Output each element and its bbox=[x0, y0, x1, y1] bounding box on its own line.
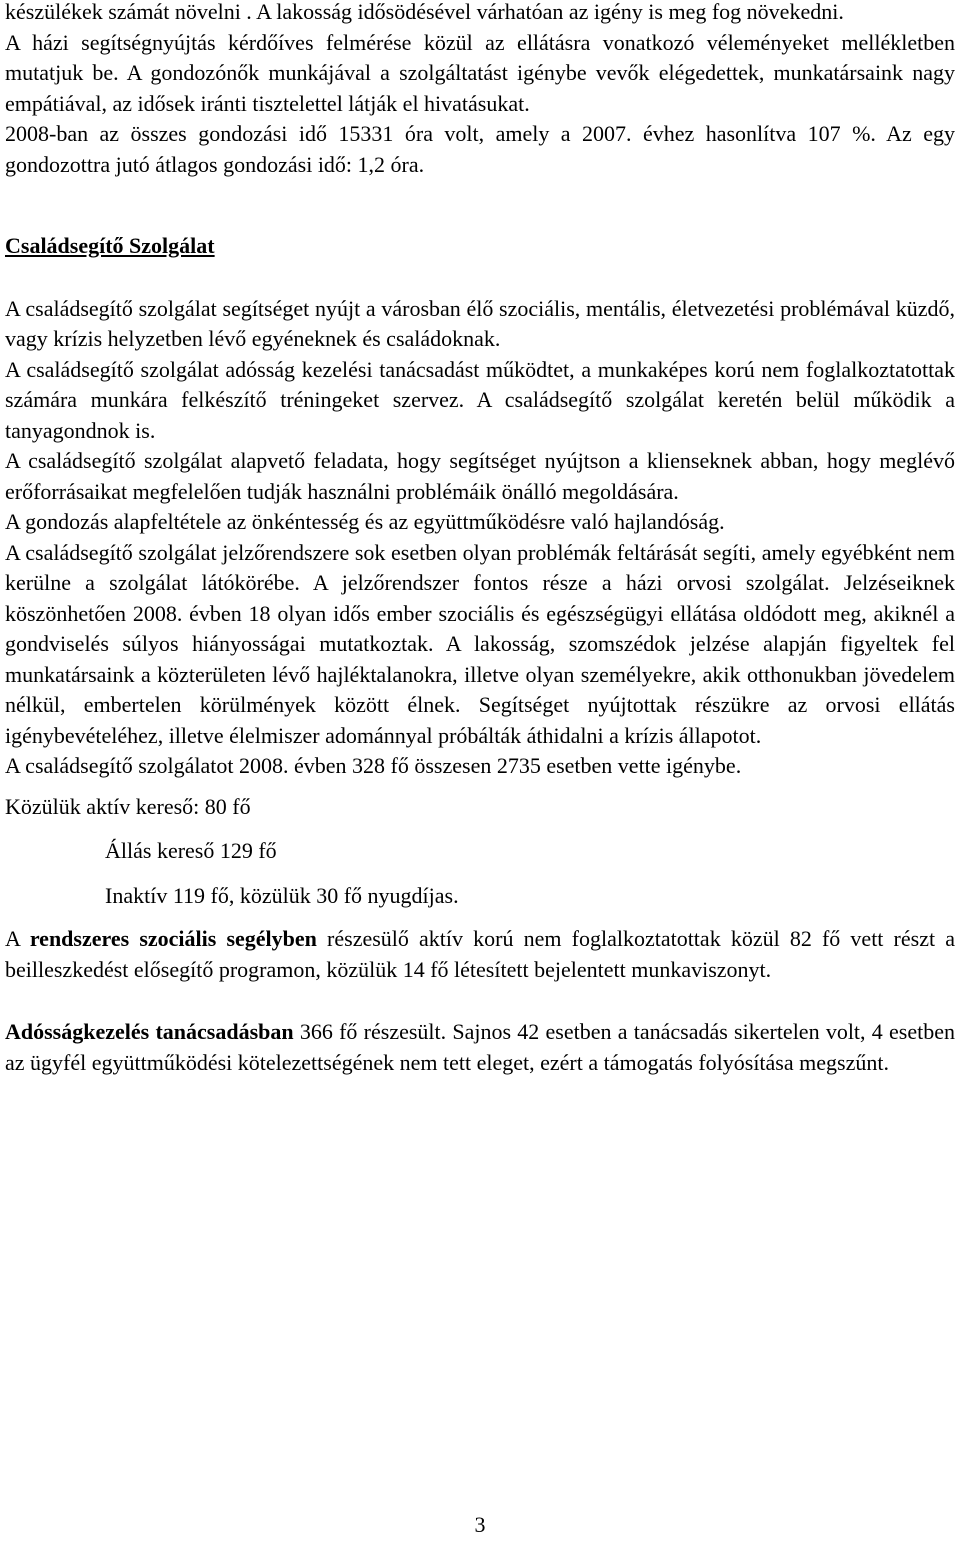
debt-paragraph bbox=[5, 1017, 955, 1078]
stat-active-seekers: Közülük aktív kereső: 80 fő bbox=[5, 793, 251, 819]
rss-paragraph bbox=[5, 924, 955, 985]
section-heading: Családsegítő Szolgálat bbox=[5, 233, 215, 258]
body-paragraph: A családsegítő szolgálat segítséget nyújt a városban élő szociális, mentális, életvezetési problémával küzdő, vagy krízis helyzetben lévő egyéneknek és családoknak. bbox=[5, 295, 955, 351]
intro-paragraph: A házi segítségnyújtás kérdőíves felmérése közül az ellátásra vonatkozó véleményeket mellékletben mutatjuk be. A gondozónők munkájával a szolgáltatást igénybe vevők elégedettek, munkatársaink nagy empátiával, az idősek iránti tisztelettel látják el hivatásukat. bbox=[5, 29, 955, 116]
stat-job-seekers: Állás kereső 129 fő bbox=[105, 838, 277, 863]
body-paragraph: A családsegítő szolgálat alapvető feladata, hogy segítséget nyújtson a klienseknek abban, hogy meglévő erőforrásaikat megfelelően tudják használni problémáik önálló megoldására. bbox=[5, 448, 955, 504]
stat-inactive: Inaktív 119 fő, közülük 30 fő nyugdíjas. bbox=[105, 882, 459, 908]
intro-paragraph: 2008-ban az összes gondozási idő 15331 óra volt, amely a 2007. évhez hasonlítva 107 %. Az egy gondozottra jutó átlagos gondozási idő: 1,2 óra. bbox=[5, 121, 955, 177]
rss-rest: részesülő aktív korú nem foglalkoztatottak közül 82 fő vett részt a beilleszkedést elősegítő programon, közülük 14 fő létesített bejelentett munkaviszonyt. bbox=[5, 926, 955, 982]
body-paragraph: A családsegítő szolgálatot 2008. évben 328 fő összesen 2735 esetben vette igénybe. bbox=[5, 753, 742, 778]
debt-bold-term: Adósságkezelés tanácsadásban bbox=[5, 1019, 294, 1044]
body-paragraph: A családsegítő szolgálat adósság kezelési tanácsadást működtet, a munkaképes korú nem foglalkoztatottak számára munkára felkészítő tréningeket szervez. A családsegítő szolgálat keretén belül működik a tanyagondnok is. bbox=[5, 356, 955, 443]
body-paragraph: A családsegítő szolgálat jelzőrendszere sok esetben olyan problémák feltárását segíti, amely egyébként nem kerülne a szolgálat látókörébe. A jelzőrendszer fontos része a házi orvosi szolgálat. Jelzéseiknek köszönhetően 2008. évben 18 olyan idős ember szociális és egészségügyi ellátása oldódott meg, akiknél a gondviselés súlyos hiányosságai mutatkoztak. A lakosság, szomszédok jelzése alapján figyeltek fel munkatársaink a közterületen lévő hajléktalanokra, illetve olyan személyekre, akik otthonukban jövedelem nélkül, embertelen körülmények között élnek. Segítséget nyújtottak részükre az orvosi ellátás igénybevételéhez, illetve élelmiszer adománnyal próbálták áthidalni a krízis állapotot. bbox=[5, 539, 955, 748]
page-number: 3 bbox=[474, 1512, 486, 1537]
body-paragraph: A gondozás alapfeltétele az önkéntesség és az együttműködésre való hajlandóság. bbox=[5, 509, 725, 534]
document-page bbox=[5, 0, 955, 1078]
intro-paragraph: készülékek számát növelni . A lakosság idősödésével várhatóan az igény is meg fog növekedni. bbox=[5, 0, 844, 24]
debt-rest: 366 fő részesült. Sajnos 42 esetben a tanácsadás sikertelen volt, 4 esetben az ügyfél együttműködési kötelezettségének nem tett eleget, ezért a támogatás folyósítása megszűnt. bbox=[5, 1019, 955, 1075]
rss-prefix: A bbox=[5, 926, 30, 951]
rss-bold-term: rendszeres szociális segélyben bbox=[29, 926, 317, 951]
